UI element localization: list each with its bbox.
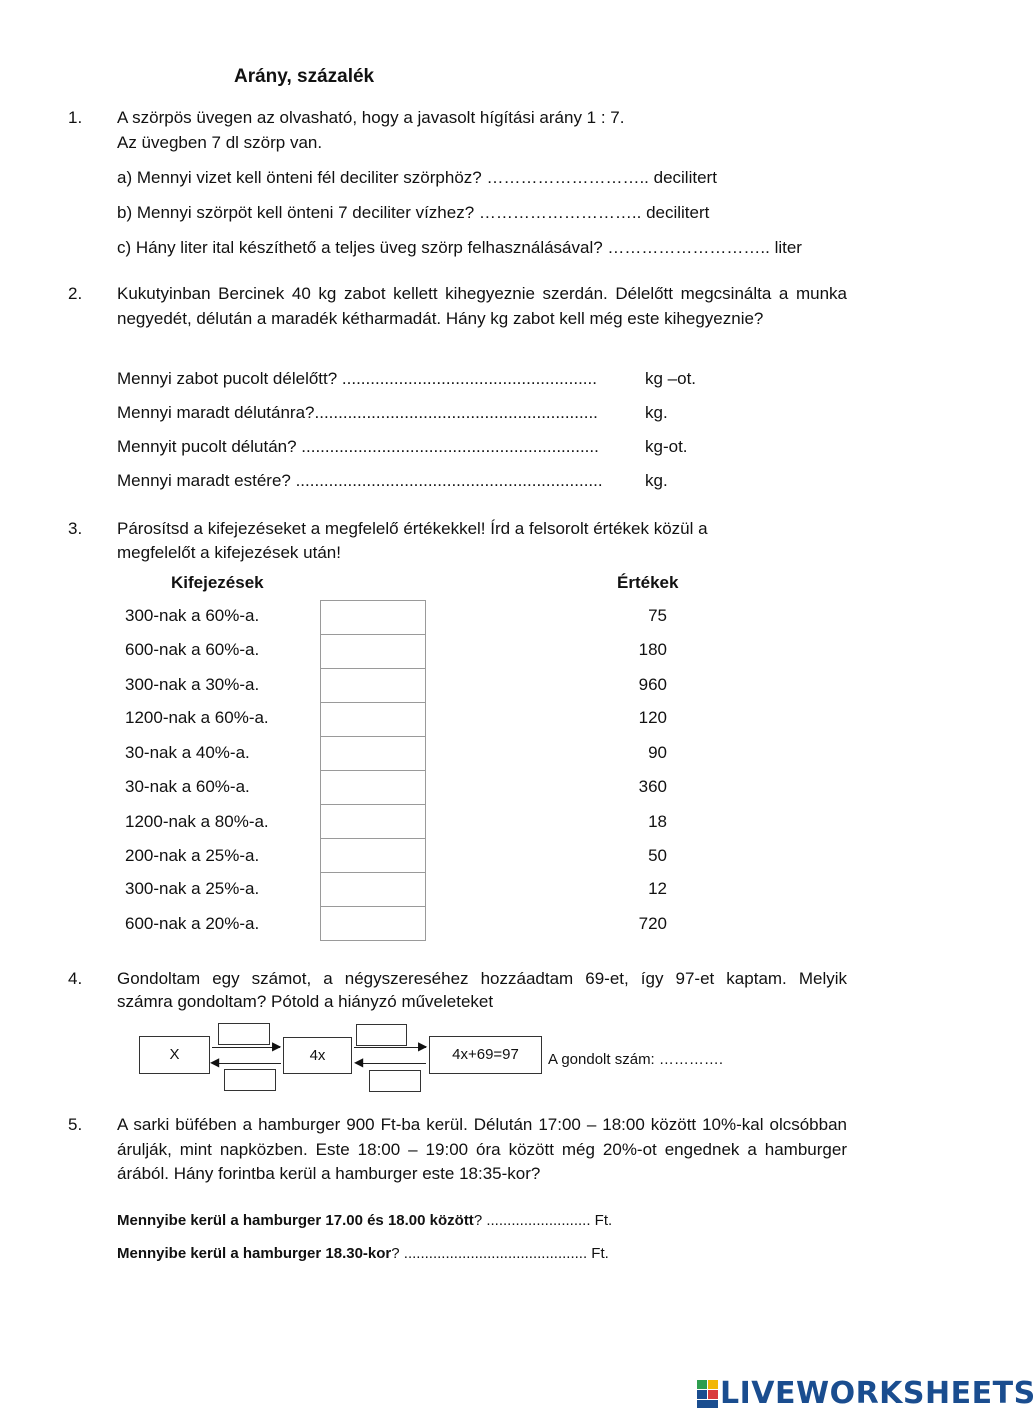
q3-value: 75 <box>648 606 667 625</box>
q2-item-label: Mennyi maradt délutánra?............................................................ <box>117 403 598 422</box>
flow-box-4x-label: 4x <box>309 1047 326 1064</box>
q3-value: 360 <box>638 777 667 796</box>
q3-expr: 30-nak a 60%-a. <box>125 777 250 796</box>
q3-value: 960 <box>638 675 667 694</box>
q4-line2: számra gondoltam? Pótold a hiányzó műveleteket <box>117 992 494 1011</box>
q3-expr: 200-nak a 25%-a. <box>125 846 260 865</box>
q2-item-label: Mennyi maradt estére? ................................................................. <box>117 471 603 490</box>
q1-b: b) Mennyi szörpöt kell önteni 7 deciliter vízhez? ……………………….. decilitert <box>117 203 710 222</box>
q5-text: A sarki büfében a hamburger 900 Ft-ba kerül. Délután 17:00 – 18:00 között 10%-kal olcsóbban árulják, mint napközben. Este 18:00 – 19:00 óra között még 20%-ot engednek a hamburger árából. Hány forintba kerül a hamburger este 18:35-kor? <box>117 1115 847 1183</box>
q3-value: 180 <box>638 640 667 659</box>
flow-box-x <box>139 1036 210 1074</box>
q1-line2: Az üvegben 7 dl szörp van. <box>117 133 323 152</box>
flow-box-equation-label: 4x+69=97 <box>452 1046 519 1063</box>
q3-expr: 600-nak a 20%-a. <box>125 914 260 933</box>
arrow-head-right-icon: ▶ <box>418 1039 428 1053</box>
q3-value: 90 <box>648 743 667 762</box>
flow-box-4x <box>283 1037 352 1074</box>
q3-answer-input[interactable] <box>320 906 426 941</box>
q3-answer-input[interactable] <box>320 702 426 737</box>
q3-expr: 300-nak a 30%-a. <box>125 675 260 694</box>
q3-line1: Párosítsd a kifejezéseket a megfelelő értékekkel! Írd a felsorolt értékek közül a <box>117 519 708 538</box>
q3-answer-input[interactable] <box>320 804 426 839</box>
q4-line1: Gondoltam egy számot, a négyszereséhez hozzáadtam 69-et, így 97-et kaptam. Melyik <box>117 969 847 988</box>
q3-col-values: Értékek <box>617 573 679 592</box>
page-title: Arány, százalék <box>234 66 375 87</box>
q3-answer-input[interactable] <box>320 600 426 635</box>
q3-value: 12 <box>648 879 667 898</box>
arrow-right-1 <box>212 1047 280 1048</box>
q5-question-a-bold: Mennyibe kerül a hamburger 17.00 és 18.00 között <box>117 1212 474 1229</box>
operation-input-1[interactable] <box>218 1023 270 1045</box>
q1-number: 1. <box>68 108 83 127</box>
q1-line1: A szörpös üvegen az olvasható, hogy a javasolt hígítási arány 1 : 7. <box>117 108 625 127</box>
q3-value: 50 <box>648 846 667 865</box>
q4-answer: A gondolt szám: …………. <box>548 1051 724 1068</box>
q2-item-2 <box>117 403 598 423</box>
operation-input-4[interactable] <box>369 1070 421 1092</box>
arrow-right-2 <box>354 1047 426 1048</box>
q3-col-expressions: Kifejezések <box>171 573 264 592</box>
q2-item-unit: kg. <box>645 471 668 490</box>
q2-item-unit: kg-ot. <box>645 437 688 456</box>
q2-text: Kukutyinban Bercinek 40 kg zabot kellett kihegyeznie szerdán. Délelőtt megcsinálta a munka negyedét, délután a maradék kétharmadát. Hány kg zabot kell még este kihegyeznie? <box>117 284 847 328</box>
q3-answer-input[interactable] <box>320 736 426 771</box>
q1-c: c) Hány liter ital készíthető a teljes üveg szörp felhasználásával? ……………………….. liter <box>117 238 802 257</box>
q3-answer-input[interactable] <box>320 668 426 703</box>
q2-item-1 <box>117 369 597 389</box>
q1-a: a) Mennyi vizet kell önteni fél deciliter szörphöz? ……………………….. decilitert <box>117 168 717 187</box>
q3-expr: 1200-nak a 80%-a. <box>125 812 269 831</box>
q3-expr: 600-nak a 60%-a. <box>125 640 260 659</box>
q3-answer-input[interactable] <box>320 838 426 873</box>
operation-input-2[interactable] <box>224 1069 276 1091</box>
flow-box-x-label: X <box>169 1046 180 1063</box>
q2-item-4 <box>117 471 603 491</box>
q5-question-b-bold: Mennyibe kerül a hamburger 18.30-kor <box>117 1245 392 1262</box>
operation-input-3[interactable] <box>356 1024 407 1046</box>
q3-expr: 300-nak a 25%-a. <box>125 879 260 898</box>
q5-question-b-rest: ? ............................................ Ft. <box>391 1245 609 1262</box>
q2-item-unit: kg –ot. <box>645 369 697 388</box>
brand-name: LIVEWORKSHEETS <box>720 1376 1036 1411</box>
q3-answer-input[interactable] <box>320 872 426 907</box>
q2-item-3 <box>117 437 599 457</box>
q3-expr: 1200-nak a 60%-a. <box>125 708 269 727</box>
flow-box-equation <box>429 1036 542 1074</box>
q5-question-a-rest: ? ......................... Ft. <box>473 1212 613 1229</box>
arrow-head-left-icon: ◀ <box>210 1055 220 1069</box>
q2-number: 2. <box>68 284 83 303</box>
q2-item-label: Mennyi zabot pucolt délelőtt? ...................................................... <box>117 369 597 388</box>
q2-item-label: Mennyit pucolt délután? ............................................................... <box>117 437 599 456</box>
liveworksheets-logo-icon <box>697 1378 719 1410</box>
q3-answer-input[interactable] <box>320 770 426 805</box>
q5-number: 5. <box>68 1115 83 1134</box>
arrow-head-right-icon: ▶ <box>272 1039 282 1053</box>
q3-number: 3. <box>68 519 83 538</box>
q2-item-unit: kg. <box>645 403 668 422</box>
q3-value: 18 <box>648 812 667 831</box>
arrow-left-2 <box>359 1063 426 1064</box>
q3-expr: 300-nak a 60%-a. <box>125 606 260 625</box>
q3-line2: megfelelőt a kifejezések után! <box>117 543 341 562</box>
arrow-head-left-icon: ◀ <box>354 1055 364 1069</box>
q5-question-a <box>117 1212 612 1229</box>
arrow-left-1 <box>215 1063 281 1064</box>
q3-value: 720 <box>638 914 667 933</box>
q5-question-b <box>117 1245 609 1262</box>
q3-value: 120 <box>638 708 667 727</box>
q4-number: 4. <box>68 969 83 988</box>
q3-expr: 30-nak a 40%-a. <box>125 743 250 762</box>
q3-answer-input[interactable] <box>320 634 426 669</box>
